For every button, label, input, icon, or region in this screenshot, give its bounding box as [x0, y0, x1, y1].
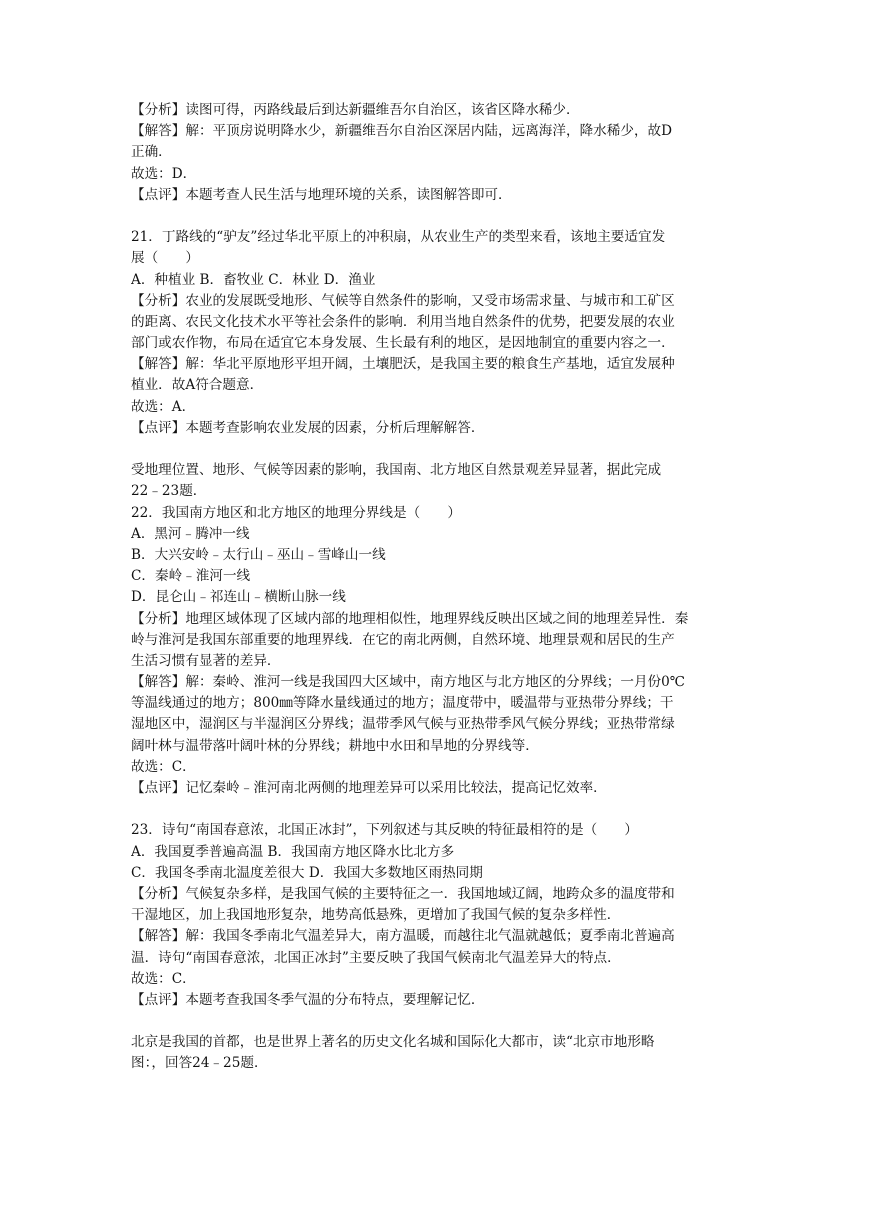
text-line: 【点评】本题考查影响农业发展的因素，分析后理解解答．	[131, 419, 485, 436]
question-block	[131, 460, 769, 799]
text-line: 温．诗句“南国春意浓，北国正冰封”主要反映了我国气候南北气温差异大的特点．	[131, 949, 621, 966]
text-line: 图：，回答24﹣25题．	[131, 1055, 268, 1072]
text-line: 北京是我国的首都，也是世界上著名的历史文化名城和国际化大都市，读“北京市地形略	[131, 1034, 655, 1051]
text-line: 【解答】解：平顶房说明降水少，新疆维吾尔自治区深居内陆，远离海洋，降水稀少，故D	[131, 123, 673, 140]
text-line: 【分析】读图可得，丙路线最后到达新疆维吾尔自治区，该省区降水稀少．	[131, 102, 580, 118]
text-line: 故选：C．	[131, 758, 196, 775]
text-line: 【分析】农业的发展既受地形、气候等自然条件的影响，又受市场需求量、与城市和工矿区	[131, 292, 675, 309]
text-line: A．种植业 B．畜牧业 C．林业 D．渔业	[131, 271, 376, 288]
text-line: D．昆仑山﹣祁连山﹣横断山脉一线	[131, 589, 346, 606]
text-line: 【点评】本题考查我国冬季气温的分布特点，要理解记忆．	[131, 991, 485, 1008]
text-line: A．黑河﹣腾冲一线	[131, 525, 250, 542]
text-line: 【解答】解：华北平原地形平坦开阔，土壤肥沃，是我国主要的粮食生产基地，适宜发展种	[131, 356, 675, 373]
question-block	[131, 100, 769, 206]
text-line: 【分析】地理区域体现了区域内部的地理相似性，地理界线反映出区域之间的地理差异性．秦	[131, 610, 689, 627]
text-line: 植业．故A符合题意．	[131, 377, 264, 394]
text-line: C．我国冬季南北温度差很大 D．我国大多数地区雨热同期	[131, 864, 483, 881]
text-line: 【分析】气候复杂多样，是我国气候的主要特征之一．我国地域辽阔，地跨众多的温度带和	[131, 885, 675, 902]
text-line: 故选：A．	[131, 398, 196, 415]
question-block	[131, 820, 769, 1011]
paragraph-gap	[131, 439, 769, 460]
text-line: 湿地区中，湿润区与半湿润区分界线；温带季风气候与亚热带季风气候分界线；亚热带常绿	[131, 716, 675, 733]
text-line: B．大兴安岭﹣太行山﹣巫山﹣雪峰山一线	[131, 546, 386, 563]
text-line: 【解答】解：我国冬季南北气温差异大，南方温暖，而越往北气温就越低；夏季南北普遍高	[131, 928, 675, 945]
paragraph-gap	[131, 799, 769, 820]
text-line: C．秦岭﹣淮河一线	[131, 568, 251, 585]
document-body	[131, 100, 769, 1075]
text-line: 阔叶林与温带落叶阔叶林的分界线；耕地中水田和旱地的分界线等．	[131, 737, 539, 754]
text-line: 的距离、农民文化技术水平等社会条件的影响．利用当地自然条件的优势，把要发展的农业	[131, 313, 675, 330]
text-line: 21．丁路线的“驴友”经过华北平原上的冲积扇，从农业生产的类型来看，该地主要适宜发	[131, 229, 666, 246]
text-line: 生活习惯有显著的差异．	[131, 652, 281, 669]
text-line: 部门或农作物，布局在适宜它本身发展、生长最有利的地区，是因地制宜的重要内容之一．	[131, 335, 675, 352]
text-line: 22．我国南方地区和北方地区的地理分界线是（ ）	[131, 504, 461, 521]
text-line: 故选：C．	[131, 970, 196, 987]
text-line: A．我国夏季普遍高温 B．我国南方地区降水比北方多	[131, 843, 455, 860]
text-line: 干湿地区，加上我国地形复杂，地势高低悬殊，更增加了我国气候的复杂多样性．	[131, 907, 621, 924]
text-line: 【解答】解：秦岭、淮河一线是我国四大区域中，南方地区与北方地区的分界线；一月份0℃	[131, 674, 686, 691]
question-block	[131, 1032, 769, 1074]
question-block	[131, 227, 769, 439]
text-line: 受地理位置、地形、气候等因素的影响，我国南、北方地区自然景观差异显著，据此完成	[131, 462, 662, 479]
text-line: 展（ ）	[131, 250, 199, 267]
text-line: 正确．	[131, 144, 172, 161]
text-line: 23．诗句“南国春意浓，北国正冰封”，下列叙述与其反映的特征最相符的是（ ）	[131, 822, 638, 839]
text-line: 【点评】记忆秦岭﹣淮河南北两侧的地理差异可以采用比较法，提高记忆效率．	[131, 780, 607, 796]
text-line: 故选：D．	[131, 165, 197, 182]
text-line: 岭与淮河是我国东部重要的地理界线．在它的南北两侧，自然环境、地理景观和居民的生产	[131, 631, 675, 648]
paragraph-gap	[131, 1011, 769, 1032]
paragraph-gap	[131, 206, 769, 227]
text-line: 【点评】本题考查人民生活与地理环境的关系，读图解答即可．	[131, 186, 512, 203]
text-line: 22﹣23题．	[131, 483, 207, 500]
text-line: 等温线通过的地方；800㎜等降水量线通过的地方；温度带中，暖温带与亚热带分界线；干	[131, 695, 674, 712]
